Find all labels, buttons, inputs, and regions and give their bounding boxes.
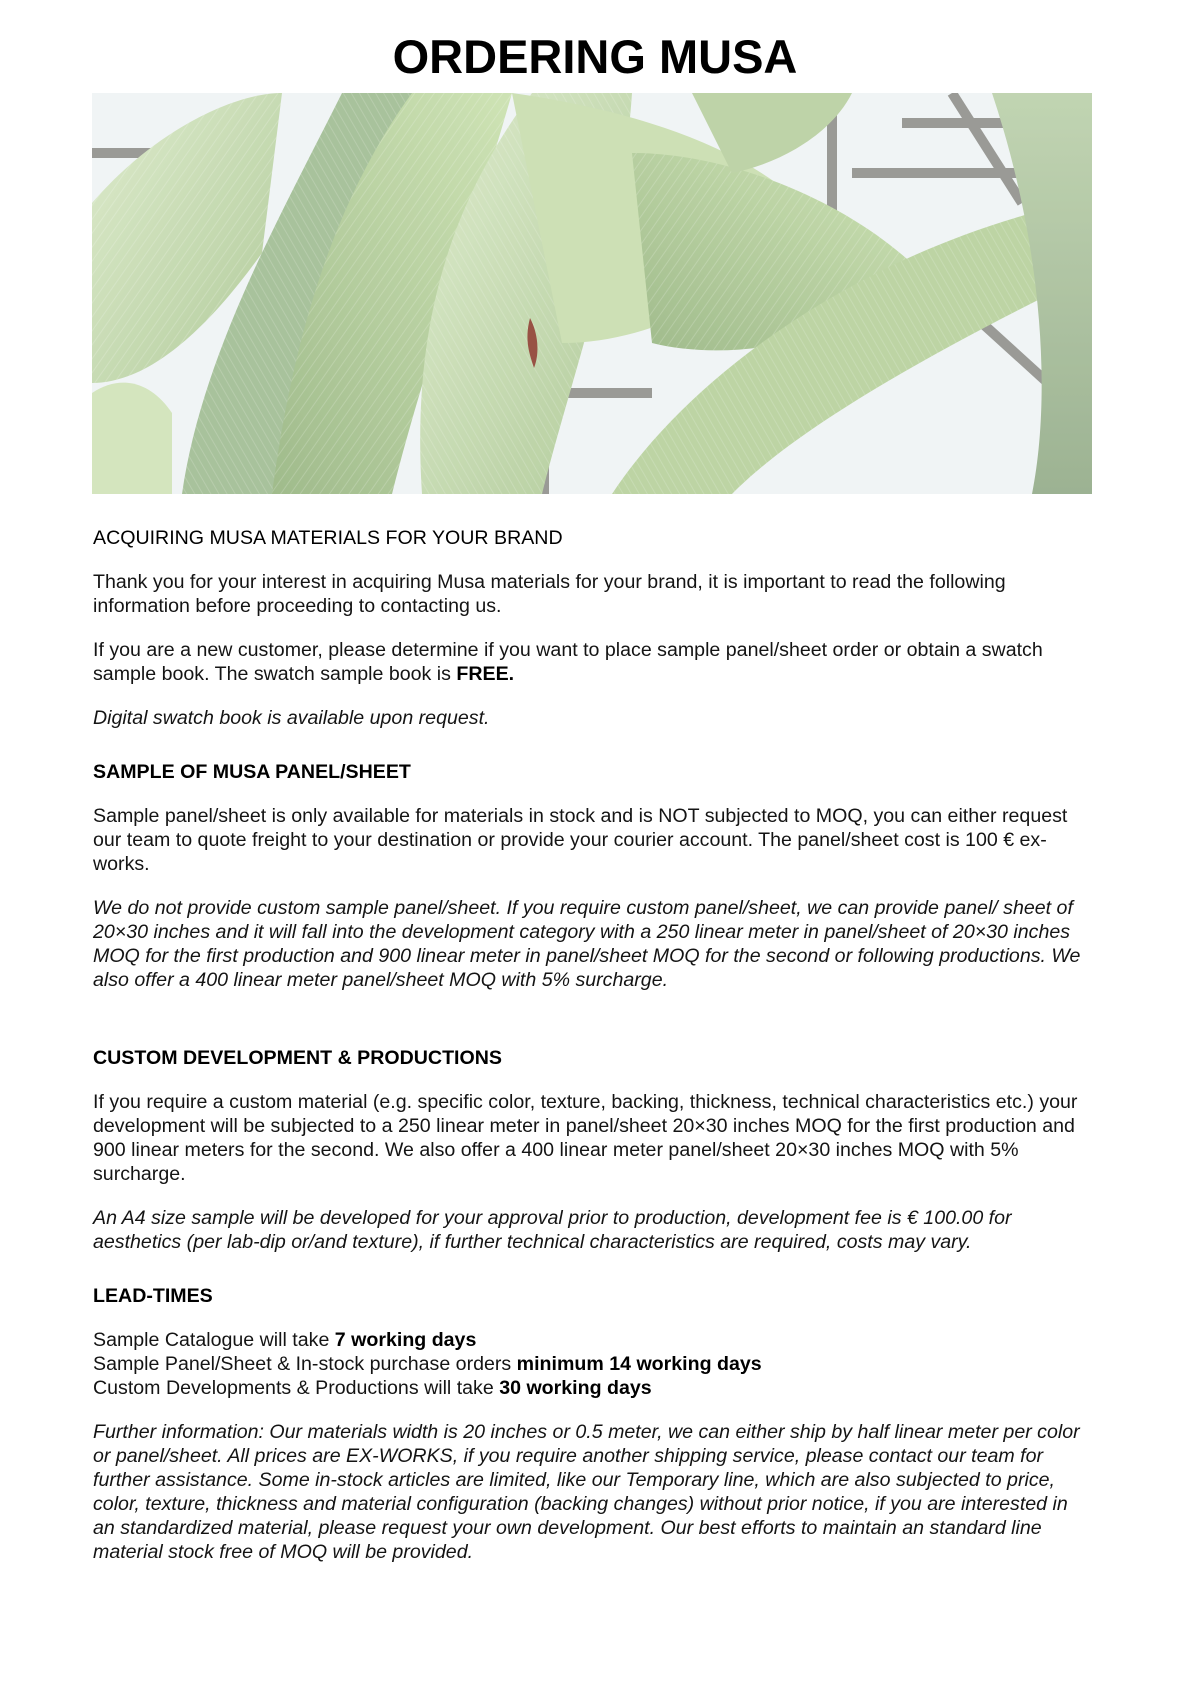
- section-heading-lead-times: LEAD-TIMES: [93, 1285, 213, 1307]
- paragraph-new-customer: [93, 638, 1093, 686]
- section-sample: [93, 760, 1093, 992]
- section-acquiring: [93, 526, 1093, 730]
- paragraph-intro: Thank you for your interest in acquiring Musa materials for your brand, it is important to read the following information before proceeding to contacting us.: [93, 571, 1006, 617]
- lead-time-item: [93, 1352, 1093, 1376]
- paragraph-further-information: Further information: Our materials width is 20 inches or 0.5 meter, we can either ship by half linear meter per color or panel/sheet. All prices are EX-WORKS, if you require another shipping service, please contact our team for further assistance. Some in-stock articles are limited, like our Temporary line, which are also subjected to price, color, texture, thickness and material configuration (backing changes) without prior notice, if you are interested in an standardized material, please request your own development. Our best efforts to maintain an standard line material stock free of MOQ will be provided.: [93, 1421, 1080, 1563]
- hero-image-banana-leaves: [92, 93, 1092, 494]
- lead-time-label: Sample Catalogue will take: [93, 1329, 335, 1351]
- lead-time-item: [93, 1328, 1093, 1352]
- lead-times-list: [93, 1328, 1093, 1400]
- section-heading-custom: CUSTOM DEVELOPMENT & PRODUCTIONS: [93, 1047, 502, 1069]
- document-body: [93, 526, 1093, 1584]
- paragraph-custom-material: If you require a custom material (e.g. specific color, texture, backing, thickness, technical characteristics etc.) your development will be subjected to a 250 linear meter in panel/sheet 20×30 inches MOQ for the first production and 900 linear meters for the second. We also offer a 400 linear meter panel/sheet 20×30 inches MOQ with 5% surcharge.: [93, 1091, 1078, 1185]
- section-lead-times: [93, 1284, 1093, 1564]
- banana-leaves-illustration: [92, 93, 1092, 494]
- free-emphasis: FREE.: [456, 663, 515, 685]
- new-customer-text: If you are a new customer, please determine if you want to place sample panel/sheet order or obtain a swatch sample book. The swatch sample book is: [93, 639, 1043, 685]
- section-heading-sample: SAMPLE OF MUSA PANEL/SHEET: [93, 761, 411, 783]
- lead-time-label: Custom Developments & Productions will take: [93, 1377, 500, 1399]
- lead-time-item: [93, 1376, 1093, 1400]
- lead-time-value: minimum 14 working days: [516, 1353, 762, 1375]
- paragraph-a4-sample: An A4 size sample will be developed for your approval prior to production, development fee is € 100.00 for aesthetics (per lab-dip or/and texture), if further technical characteristics are required, costs may vary.: [93, 1207, 1012, 1253]
- section-custom: [93, 1046, 1093, 1254]
- paragraph-custom-sample: We do not provide custom sample panel/sheet. If you require custom panel/sheet, we can provide panel/ sheet of 20×30 inches and it will fall into the development category with a 250 linear meter in panel/sheet of 20×30 inches MOQ for the first production and 900 linear meter in panel/sheet MOQ for the second or following productions. We also offer a 400 linear meter panel/sheet MOQ with 5% surcharge.: [93, 897, 1081, 991]
- lead-time-value: 7 working days: [334, 1329, 477, 1351]
- paragraph-digital-swatch: Digital swatch book is available upon request.: [93, 707, 490, 729]
- lead-time-value: 30 working days: [499, 1377, 652, 1399]
- lead-time-label: Sample Panel/Sheet & In-stock purchase orders: [93, 1353, 517, 1375]
- section-heading-acquiring: ACQUIRING MUSA MATERIALS FOR YOUR BRAND: [93, 527, 563, 549]
- paragraph-sample-availability: Sample panel/sheet is only available for materials in stock and is NOT subjected to MOQ, you can either request our team to quote freight to your destination or provide your courier account. The panel/sheet cost is 100 € ex-works.: [93, 805, 1068, 875]
- page-title: ORDERING MUSA: [392, 30, 798, 83]
